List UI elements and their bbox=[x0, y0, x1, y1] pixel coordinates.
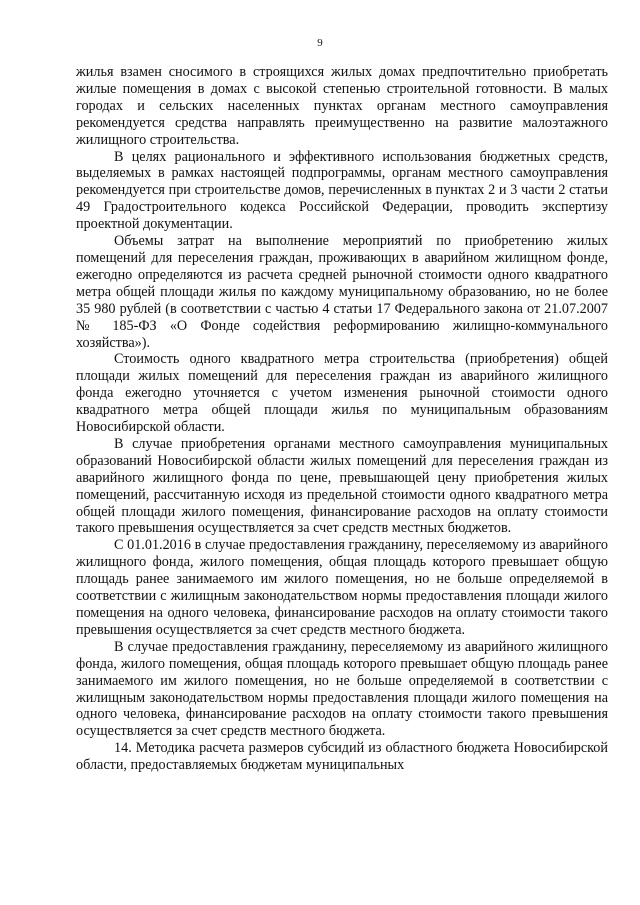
document-body bbox=[76, 64, 608, 774]
paragraph-1: жилья взамен сносимого в строящихся жилых домах предпочтительно приобретать жилые помещения в домах с высокой степенью строительной готовности. В малых городах и сельских населенных пунктах органам местного самоуправления рекомендуется средства направлять преимущественно на развитие малоэтажного жилищного строительства. bbox=[76, 64, 608, 148]
paragraph-4: Стоимость одного квадратного метра строительства (приобретения) общей площади жилых помещений для переселения граждан из аварийного жилищного фонда ежегодно уточняется с учетом изменения рыночной стоимости одного квадратного метра общей площади жилья по муниципальным образованиям Новосибирской области. bbox=[76, 351, 608, 436]
page-number: 9 bbox=[317, 37, 323, 49]
paragraph-2: В целях рационального и эффективного использования бюджетных средств, выделяемых в рамках настоящей подпрограммы, органам местного самоуправления рекомендуется при строительстве домов, перечисленных в пунктах 2 и 3 части 2 статьи 49 Градостроительного кодекса Российской Федерации, проводить экспертизу проектной документации. bbox=[76, 148, 608, 233]
paragraph-5: В случае приобретения органами местного самоуправления муниципальных образований Новосибирской области жилых помещений для переселения граждан из аварийного жилищного фонда по цене, превышающей цену приобретения жилых помещений, рассчитанную исходя из предельной стоимости одного квадратного метра общей площади жилого помещения, финансирование расходов на оплату стоимости такого превышения осуществляется за счет средств местных бюджетов. bbox=[76, 435, 608, 537]
paragraph-3: Объемы затрат на выполнение мероприятий по приобретению жилых помещений для переселения граждан, проживающих в аварийном жилищном фонде, ежегодно определяются из расчета средней рыночной стоимости одного квадратного метра общей площади жилья по каждому муниципальному образованию, но не более 35 980 рублей (в соответствии с частью 4 статьи 17 Федерального закона от 21.07.2007 № 185-ФЗ «О Фонде содействия реформированию жилищно-коммунального хозяйства»). bbox=[76, 233, 608, 351]
paragraph-6: С 01.01.2016 в случае предоставления гражданину, переселяемому из аварийного жилищного фонда, жилого помещения, общая площадь которого превышает общую площадь ранее занимаемого им жилого помещения, но не больше определяемой в соответствии с жилищным законодательством нормы предоставления площади жилого помещения на одного человека, финансирование расходов на оплату стоимости такого превышения осуществляется за счет средств местного бюджета. bbox=[76, 537, 608, 638]
paragraph-7: В случае предоставления гражданину, переселяемому из аварийного жилищного фонда, жилого помещения, общая площадь которого превышает общую площадь ранее занимаемого им жилого помещения, но не больше определяемой в соответствии с жилищным законодательством нормы предоставления площади жилого помещения на одного человека, финансирование расходов на оплату стоимости такого превышения осуществляется за счет средств местного бюджета. bbox=[76, 638, 608, 740]
paragraph-8: 14. Методика расчета размеров субсидий из областного бюджета Новосибирской области, предоставляемых бюджетам муниципальных bbox=[76, 740, 608, 774]
